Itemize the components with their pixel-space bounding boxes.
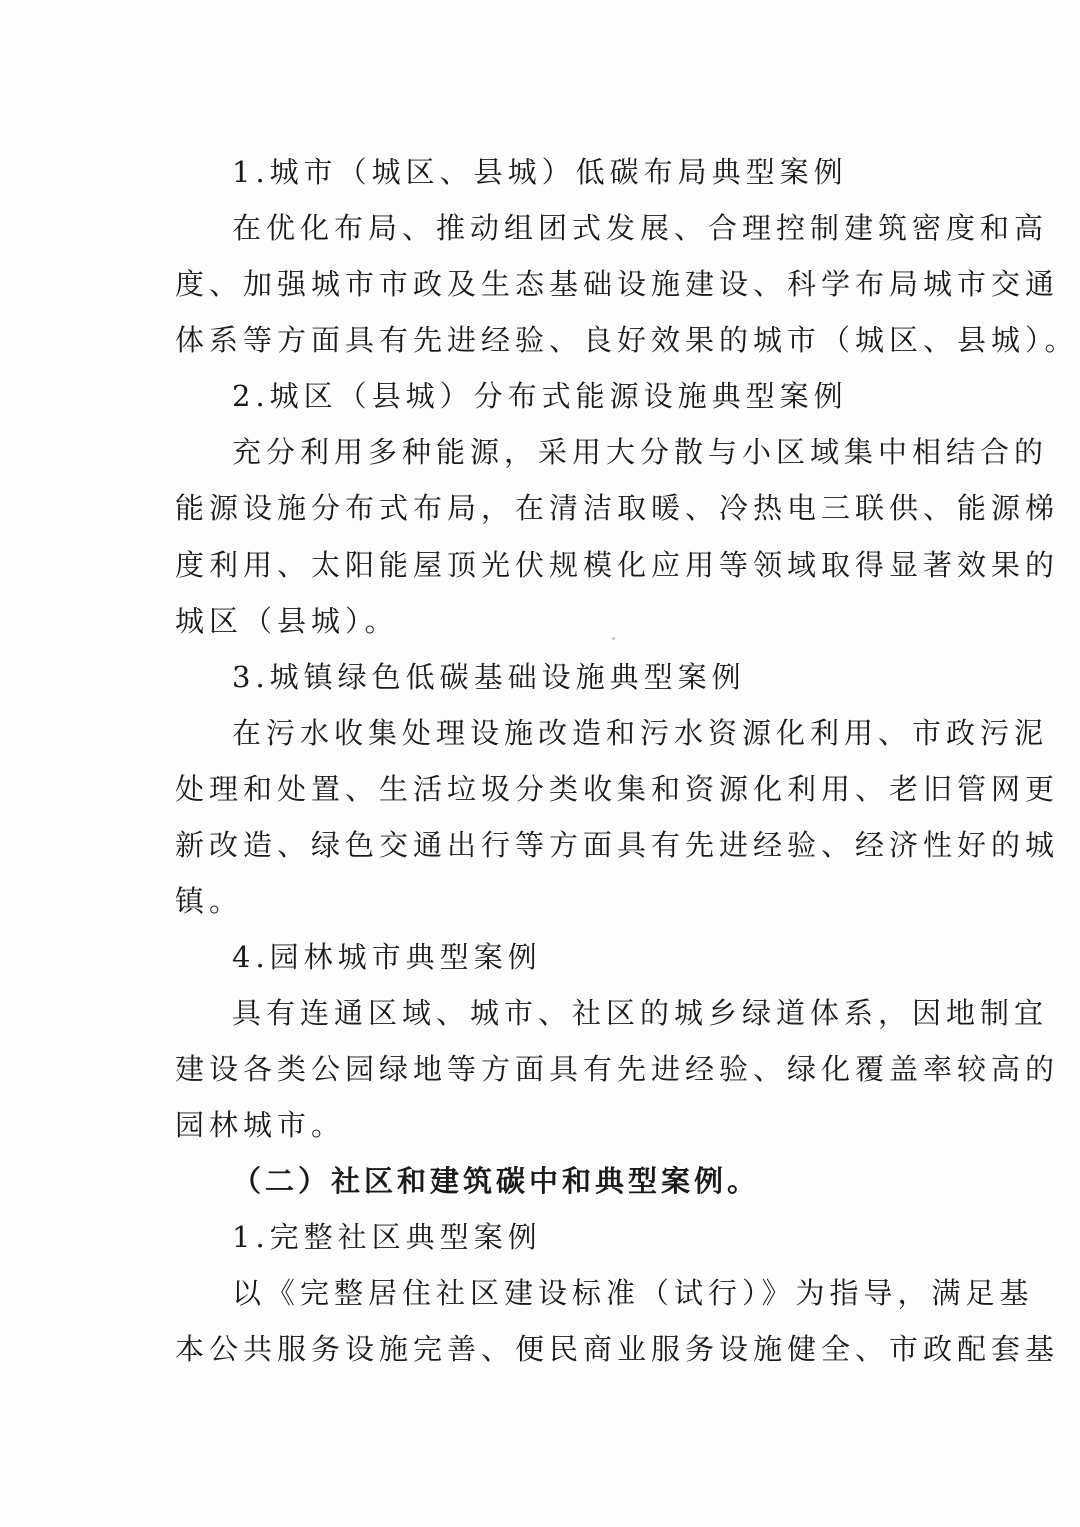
subheading-green-infrastructure: 3.城镇绿色低碳基础设施典型案例 — [232, 660, 746, 694]
paragraph-line: 度、加强城市市政及生态基础设施建设、科学布局城市交通 — [175, 267, 1060, 301]
paragraph-line: 在污水收集处理设施改造和污水资源化利用、市政污泥 — [232, 716, 1049, 750]
paragraph-line: 充分利用多种能源，采用大分散与小区域集中相结合的 — [232, 435, 1049, 469]
paragraph-line: 体系等方面具有先进经验、良好效果的城市（城区、县城）。 — [175, 323, 1079, 357]
paragraph-line: 新改造、绿色交通出行等方面具有先进经验、经济性好的城 — [175, 828, 1060, 862]
paragraph-line: 以《完整居住社区建设标准（试行）》为指导，满足基 — [232, 1276, 1034, 1310]
section-heading-community-buildings: （二）社区和建筑碳中和典型案例。 — [232, 1164, 761, 1198]
paragraph-line: 城区（县城）。 — [175, 604, 399, 638]
subheading-city-layout: 1.城市（城区、县城）低碳布局典型案例 — [232, 155, 848, 189]
subheading-distributed-energy: 2.城区（县城）分布式能源设施典型案例 — [232, 379, 848, 413]
paragraph-line: 处理和处置、生活垃圾分类收集和资源化利用、老旧管网更 — [175, 772, 1060, 806]
subheading-complete-community: 1.完整社区典型案例 — [232, 1220, 542, 1254]
paragraph-line: 园林城市。 — [175, 1108, 346, 1142]
paragraph-line: 本公共服务设施完善、便民商业服务设施健全、市政配套基 — [175, 1332, 1060, 1366]
subheading-garden-city: 4.园林城市典型案例 — [232, 940, 542, 974]
paragraph-line: 能源设施分布式布局，在清洁取暖、冷热电三联供、能源梯 — [175, 491, 1060, 525]
paragraph-line: 度利用、太阳能屋顶光伏规模化应用等领域取得显著效果的 — [175, 548, 1060, 582]
paragraph-line: 镇。 — [175, 884, 244, 918]
paragraph-line: 具有连通区域、城市、社区的城乡绿道体系，因地制宜 — [232, 996, 1049, 1030]
paragraph-line: 在优化布局、推动组团式发展、合理控制建筑密度和高 — [232, 211, 1049, 245]
paragraph-line: 建设各类公园绿地等方面具有先进经验、绿化覆盖率较高的 — [175, 1052, 1060, 1086]
